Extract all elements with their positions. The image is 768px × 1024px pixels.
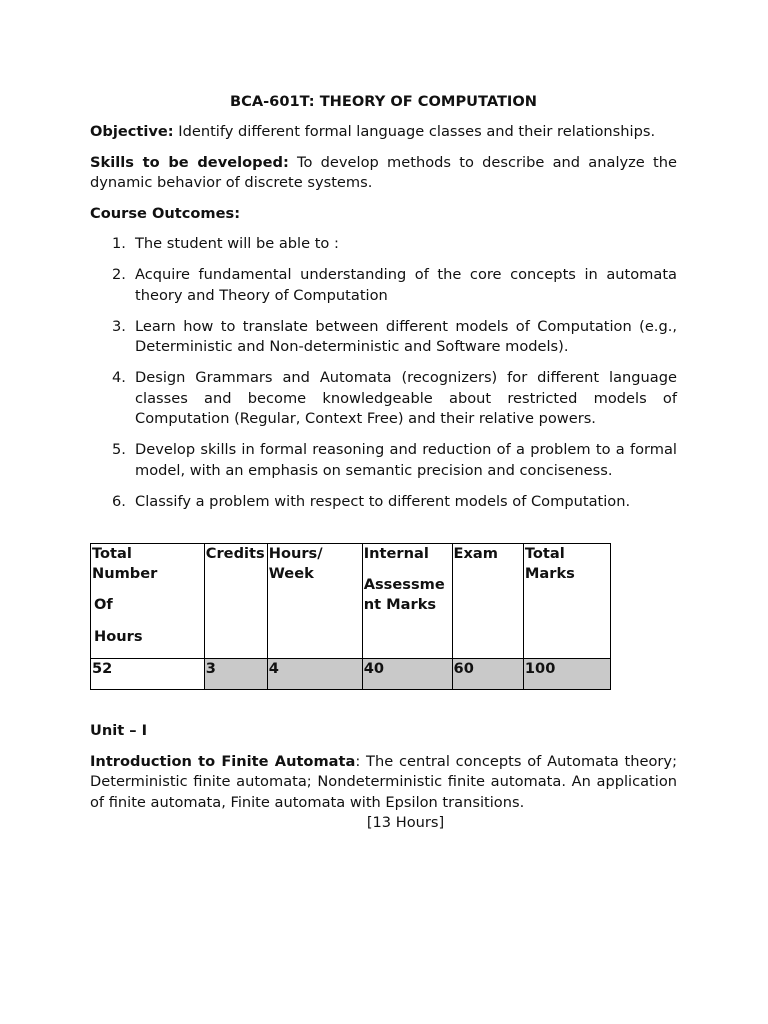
header-exam: Exam [452,544,523,659]
objective-paragraph [90,122,677,143]
list-item: 4. Design Grammars and Automata (recognizers) for different language classes and become knowledgeable about restricted models of Computation (Regular, Context Free) and their relative powers. [112,369,677,427]
list-item: 5. Develop skills in formal reasoning and reduction of a problem to a formal model, with an emphasis on semantic precision and conciseness. [112,441,677,479]
list-item: 6. Classify a problem with respect to different models of Computation. [112,492,631,510]
header-internal-assessment: Internal Assessme nt Marks [362,544,452,659]
course-credits-table [90,543,611,690]
cell-hours-week: 4 [267,659,362,690]
unit-heading: Unit – I [90,722,148,739]
table-header-row [91,544,611,659]
table-row [91,659,611,690]
unit-intro-text: : The central concepts of Automata theory; Deterministic finite automata; Nondeterministic finite automata. An application of finite automata, Finite automata with Epsilon transitions. [90,752,677,811]
course-outcomes-list [90,234,677,512]
list-item: 1. The student will be able to : [112,235,339,252]
skills-text: To develop methods to describe and analyze the dynamic behavior of discrete systems. [90,153,677,191]
cell-credits: 3 [204,659,267,690]
list-item: 2. Acquire fundamental understanding of the core concepts in automata theory and Theory of Computation [112,266,677,304]
cell-total-marks: 100 [523,659,610,690]
document-page [90,92,677,834]
unit-intro-paragraph [90,752,677,814]
unit-intro-label: Introduction to Finite Automata [90,752,356,770]
skills-paragraph [90,153,677,194]
skills-label: Skills to be developed: [90,153,289,171]
objective-text: Identify different formal language classes and their relationships. [173,123,656,140]
header-credits: Credits [204,544,267,659]
page-title: BCA-601T: THEORY OF COMPUTATION [230,93,537,110]
list-item: 3. Learn how to translate between different models of Computation (e.g., Deterministic and Non-deterministic and Software models). [112,317,677,355]
objective-label: Objective: [90,123,174,140]
cell-exam: 60 [452,659,523,690]
cell-total-hours: 52 [91,659,205,690]
course-outcomes-heading: Course Outcomes: [90,204,241,222]
unit-hours: [13 Hours] [366,814,445,831]
cell-internal: 40 [362,659,452,690]
header-hours-week: Hours/ Week [267,544,362,659]
header-total-marks: Total Marks [523,544,610,659]
header-total-hours: Total Number Of Hours [91,544,205,659]
